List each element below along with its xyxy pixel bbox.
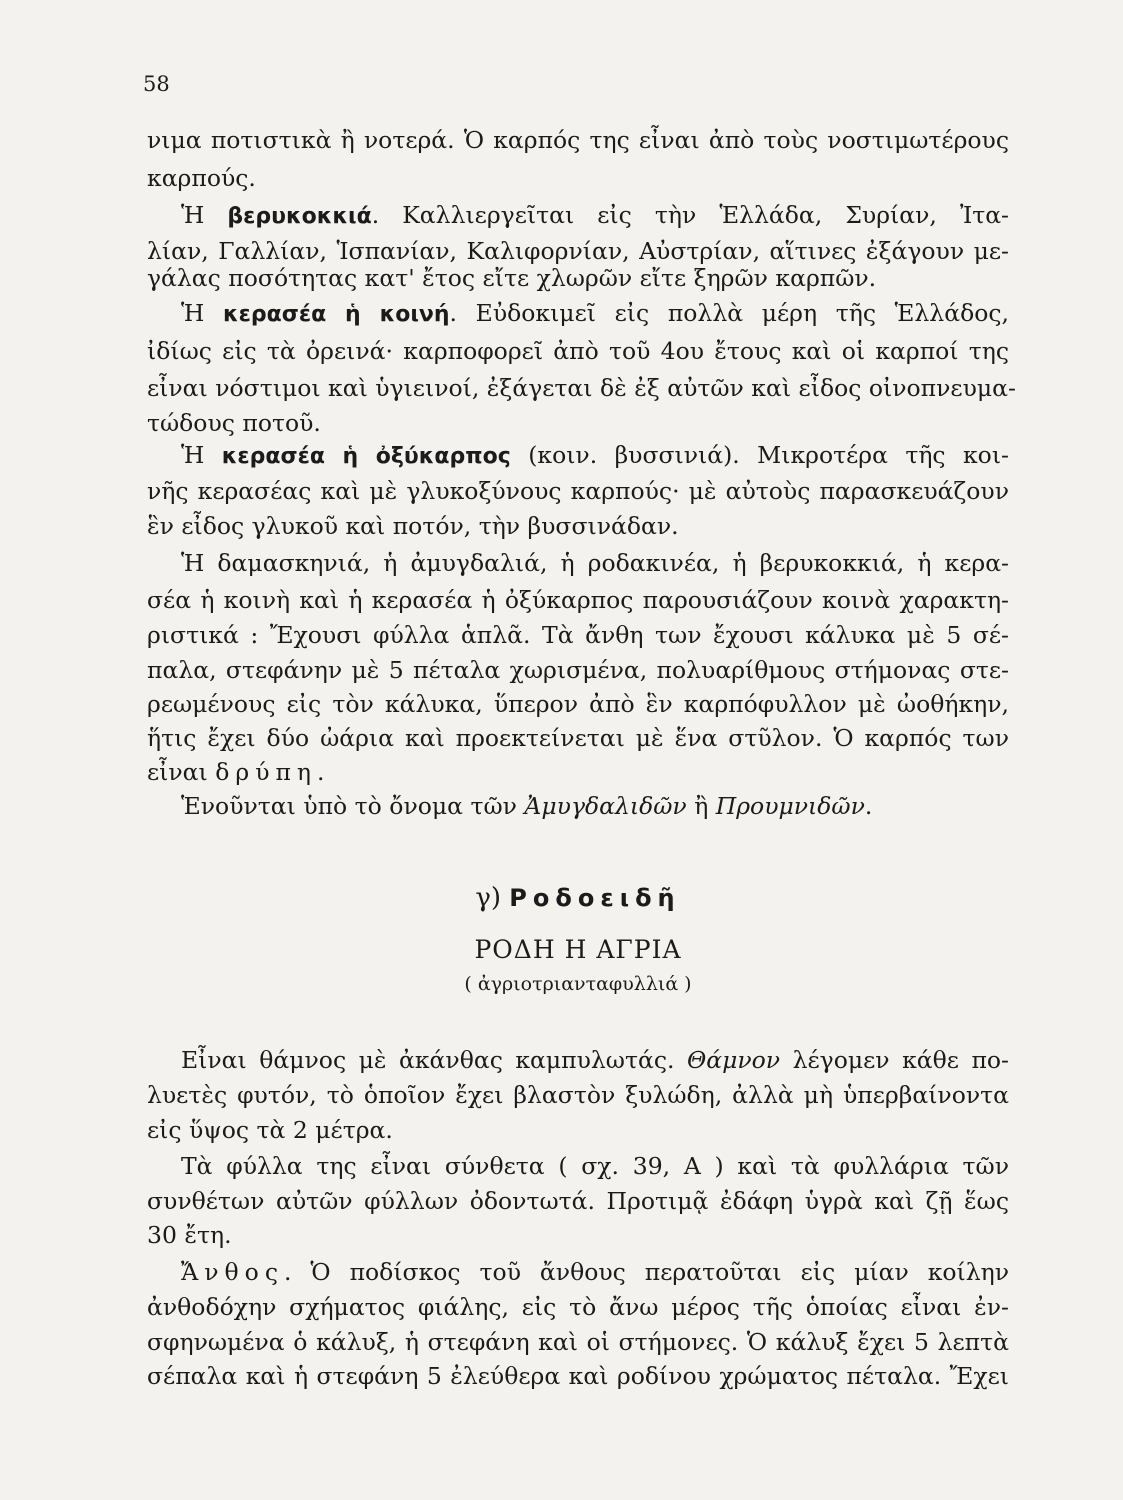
text-line: Εἶναι θάμνος μὲ ἀκάνθας καμπυλωτάς. Θάμνον λέγομεν κάθε πο- bbox=[181, 1046, 1009, 1074]
term-shrub: Θάμνον bbox=[686, 1046, 781, 1074]
text-line: ἀνθοδόχην σχήματος φιάλης, εἰς τὸ ἄνω μέρος τῆς ὁποίας εἶναι ἐν- bbox=[147, 1293, 1009, 1321]
term-prunoids: Προυμνιδῶν bbox=[715, 792, 865, 820]
text-line: ἓν εἶδος γλυκοῦ καὶ ποτόν, τὴν βυσσινάδαν. bbox=[147, 512, 679, 540]
species-common-name: ( ἀγριοτριανταφυλλιά ) bbox=[464, 973, 692, 995]
text-line: νιμα ποτιστικὰ ἢ νοτερά. Ὁ καρπός της εἶναι ἀπὸ τοὺς νοστιμωτέρους bbox=[147, 126, 1009, 154]
text-line: εἶναι νόστιμοι καὶ ὑγιεινοί, ἐξάγεται δὲ ἐξ αὐτῶν καὶ εἶδος οἰνοπνευμα- bbox=[147, 374, 1016, 402]
text-line: λυετὲς φυτόν, τὸ ὁποῖον ἔχει βλαστὸν ξυλώδη, ἀλλὰ μὴ ὑπερβαίνοντα bbox=[147, 1081, 1009, 1109]
text-line: συνθέτων αὐτῶν φύλλων ὀδοντωτά. Προτιμᾷ ἐδάφη ὑγρὰ καὶ ζῇ ἕως bbox=[147, 1187, 1009, 1215]
text-line: σέα ἡ κοινὴ καὶ ἡ κερασέα ἡ ὀξύκαρπος παρουσιάζουν κοινὰ χαρακτη- bbox=[147, 586, 1009, 614]
page-number: 58 bbox=[143, 72, 170, 96]
term-sour-cherry: κερασέα ἡ ὀξύκαρπος bbox=[221, 444, 511, 469]
text-line: Ἡ δαμασκηνιά, ἡ ἀμυγδαλιά, ἡ ροδακινέα, ἡ βερυκοκκιά, ἡ κερα- bbox=[181, 549, 1009, 577]
text-line: τώδους ποτοῦ. bbox=[147, 409, 321, 437]
text-line: εἰς ὕψος τὰ 2 μέτρα. bbox=[147, 1116, 393, 1144]
term-flower: Ἄνθος bbox=[181, 1258, 284, 1286]
term-drupe: δρύπη bbox=[215, 758, 318, 786]
text-line: ἥτις ἔχει δύο ὠάρια καὶ προεκτείνεται μὲ ἕνα στῦλον. Ὁ καρπός των bbox=[147, 724, 1009, 752]
text-line: σφηνωμένα ὁ κάλυξ, ἡ στεφάνη καὶ οἱ στήμονες. Ὁ κάλυξ ἔχει 5 λεπτὰ bbox=[147, 1328, 1009, 1356]
paragraph-apricot: Ἡ βερυκοκκιά. Καλλιεργεῖται εἰς τὴν Ἑλλάδα, Συρίαν, Ἰτα- bbox=[181, 201, 1009, 229]
text-line: Τὰ φύλλα της εἶναι σύνθετα ( σχ. 39, Α ) καὶ τὰ φυλλάρια τῶν bbox=[181, 1152, 1009, 1180]
text-line: ριστικά : Ἔχουσι φύλλα ἁπλᾶ. Τὰ ἄνθη των ἔχουσι κάλυκα μὲ 5 σέ- bbox=[147, 621, 1009, 649]
paragraph-cherry: Ἡ κερασέα ἡ κοινή. Εὐδοκιμεῖ εἰς πολλὰ μέρη τῆς Ἑλλάδος, bbox=[181, 299, 1009, 327]
text-line: Ἑνοῦνται ὑπὸ τὸ ὄνομα τῶν Ἀμυγδαλιδῶν ἢ Προυμνιδῶν. bbox=[181, 792, 873, 820]
text-line: καρπούς. bbox=[147, 164, 256, 192]
text-line: γάλας ποσότητας κατ' ἔτος εἴτε χλωρῶν εἴτε ξηρῶν καρπῶν. bbox=[147, 264, 877, 292]
text-line: παλα, στεφάνην μὲ 5 πέταλα χωρισμένα, πολυαρίθμους στήμονας στε- bbox=[147, 656, 1009, 684]
paragraph-flower: Ἄνθος. Ὁ ποδίσκος τοῦ ἄνθους περατοῦται εἰς μίαν κοίλην bbox=[181, 1258, 1009, 1286]
text-line: νῆς κερασέας καὶ μὲ γλυκοξύνους καρπούς· μὲ αὐτοὺς παρασκευάζουν bbox=[147, 477, 1009, 505]
text-line: λίαν, Γαλλίαν, Ἱσπανίαν, Καλιφορνίαν, Αὐστρίαν, αἵτινες ἐξάγουν με- bbox=[147, 237, 1009, 265]
text-line: εἶναι δρύπη. bbox=[147, 758, 325, 786]
text-line: σέπαλα καὶ ἡ στεφάνη 5 ἐλεύθερα καὶ ροδίνου χρώματος πέταλα. Ἔχει bbox=[147, 1362, 1009, 1390]
text-line: ἰδίως εἰς τὰ ὀρεινά· καρποφορεῖ ἀπὸ τοῦ 4ου ἔτους καὶ οἱ καρποί της bbox=[147, 337, 1009, 365]
term-cherry: κερασέα ἡ κοινή bbox=[222, 302, 450, 327]
paragraph-sour-cherry: Ἡ κερασέα ἡ ὀξύκαρπος (κοιν. βυσσινιά). Μικροτέρα τῆς κοι- bbox=[181, 441, 1009, 469]
section-heading: γ) Ροδοειδῆ bbox=[475, 883, 681, 913]
text-line: ρεωμένους εἰς τὸν κάλυκα, ὕπερον ἀπὸ ἓν καρπόφυλλον μὲ ὠοθήκην, bbox=[147, 690, 1009, 718]
term-amygdalids: Ἀμυγδαλιδῶν bbox=[524, 792, 687, 820]
term-apricot: βερυκοκκιά bbox=[227, 204, 372, 229]
text-line: 30 ἔτη. bbox=[147, 1221, 232, 1249]
species-title: ΡΟΔΗ Η ΑΓΡΙΑ bbox=[474, 935, 682, 964]
